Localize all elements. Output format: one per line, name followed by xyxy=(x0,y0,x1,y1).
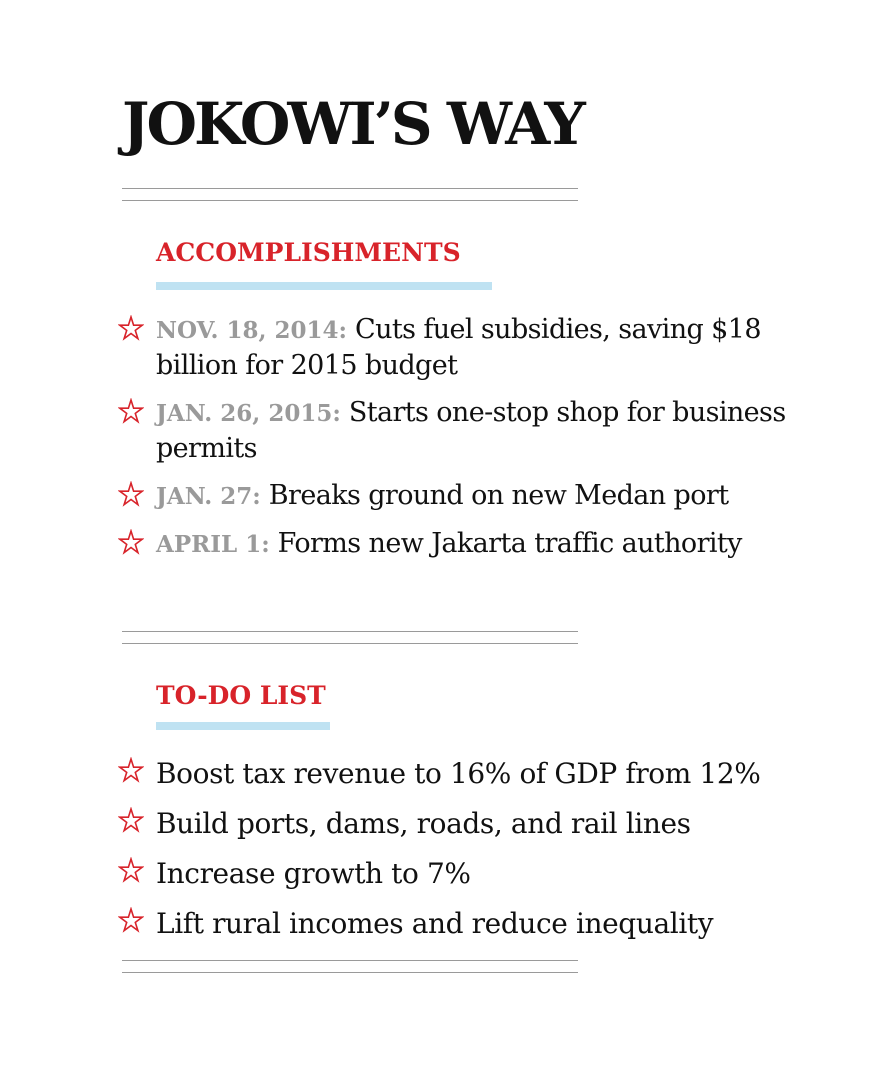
divider-rule xyxy=(122,960,578,961)
item-text: Boost tax revenue to 16% of GDP from 12% xyxy=(156,757,761,790)
star-outline-icon xyxy=(118,315,144,341)
todo-heading: TO-DO LIST xyxy=(156,681,326,710)
divider-rule xyxy=(122,972,578,973)
item-text: Breaks ground on new Medan port xyxy=(268,480,729,511)
list-item xyxy=(156,395,796,466)
star-outline-icon xyxy=(118,529,144,555)
star-outline-icon xyxy=(118,907,144,933)
list-item xyxy=(156,756,796,791)
item-text: Starts one-stop shop for business permits xyxy=(156,397,786,464)
item-text: Lift rural incomes and reduce inequality xyxy=(156,907,714,940)
todo-underline xyxy=(156,722,330,730)
item-text: Build ports, dams, roads, and rail lines xyxy=(156,807,691,840)
item-date: NOV. 18, 2014: xyxy=(156,317,348,344)
star-outline-icon xyxy=(118,398,144,424)
divider-rule xyxy=(122,643,578,644)
list-item xyxy=(156,856,796,891)
item-date: JAN. 27: xyxy=(156,483,261,510)
accomplishments-heading: ACCOMPLISHMENTS xyxy=(156,238,461,267)
list-item xyxy=(156,478,796,514)
item-text: Forms new Jakarta traffic authority xyxy=(277,528,742,559)
item-text: Increase growth to 7% xyxy=(156,857,471,890)
page-title: JOKOWI’S WAY xyxy=(122,90,583,158)
divider-rule xyxy=(122,188,578,189)
divider-rule xyxy=(122,631,578,632)
star-outline-icon xyxy=(118,481,144,507)
list-item xyxy=(156,312,796,383)
star-outline-icon xyxy=(118,857,144,883)
list-item xyxy=(156,906,796,941)
item-text: Cuts fuel subsidies, saving $18 billion for 2015 budget xyxy=(156,314,761,381)
item-date: JAN. 26, 2015: xyxy=(156,400,341,427)
divider-rule xyxy=(122,200,578,201)
star-outline-icon xyxy=(118,807,144,833)
accomplishments-underline xyxy=(156,282,492,290)
list-item xyxy=(156,526,796,562)
star-outline-icon xyxy=(118,757,144,783)
list-item xyxy=(156,806,796,841)
item-date: APRIL 1: xyxy=(156,531,270,558)
